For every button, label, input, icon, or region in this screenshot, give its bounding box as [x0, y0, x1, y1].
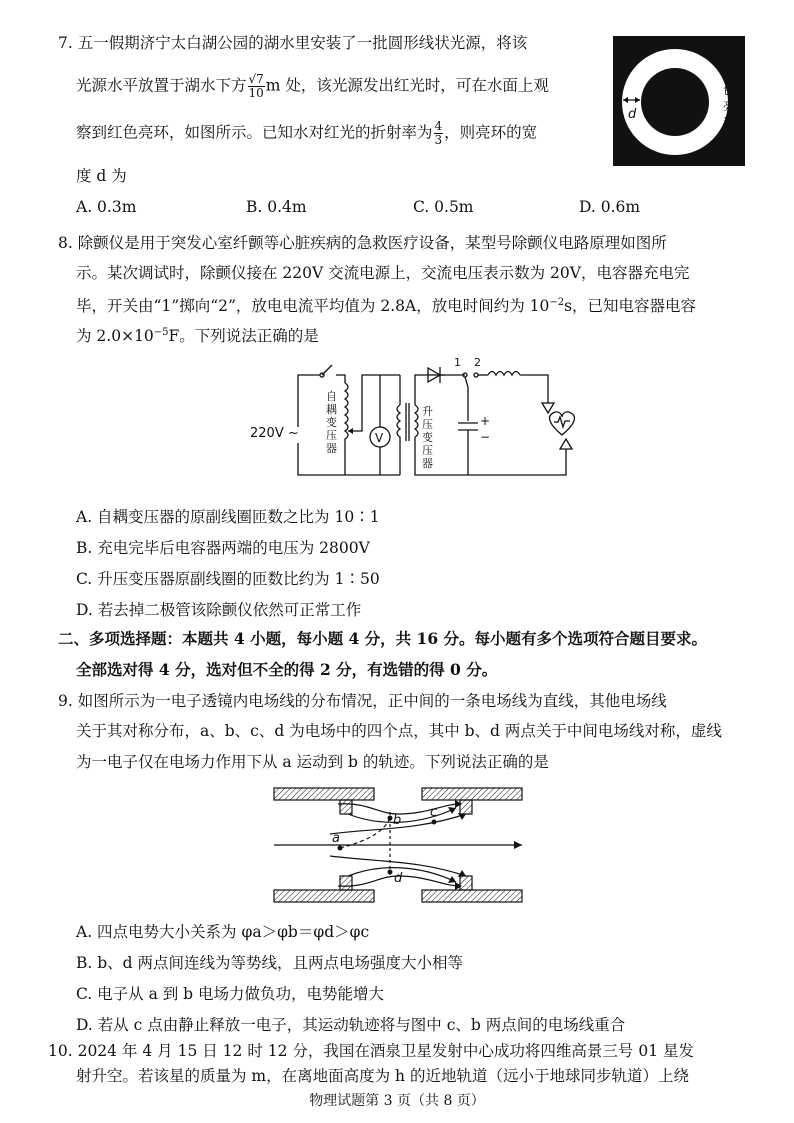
q8-input-switch-blade	[322, 365, 332, 375]
svg-text:压: 压	[422, 444, 433, 457]
q8-option-c: C. 升压变压器原副线圈的匝数比约为 1∶50	[76, 570, 380, 588]
q9-line3: 为一电子仅在电场力作用下从 a 运动到 b 的轨迹。下列说法正确的是	[76, 753, 549, 771]
q8-secondary-wire-top	[353, 375, 400, 431]
q9-point-d	[388, 870, 393, 875]
q8-line4-sup: −5	[153, 327, 169, 338]
page-footer: 物理试题第 3 页（共 8 页）	[309, 1093, 485, 1109]
q9-label-a: a	[332, 831, 340, 846]
svg-text:器: 器	[326, 442, 337, 455]
q8-input-wire	[336, 375, 345, 383]
svg-text:升: 升	[422, 405, 433, 418]
q8-line2: 示。某次调试时，除颤仪接在 220V 交流电源上，交流电压表示数为 20V，电容器充电完	[76, 264, 690, 282]
q8-switch-contact-2	[474, 373, 478, 377]
q9-electrode-bottom-left	[274, 890, 374, 902]
q7-option-c: C. 0.5m	[413, 198, 474, 216]
q7-ring-label-2: 色	[723, 83, 736, 97]
q7-line3a: 察到红色亮环，如图所示。已知水对红光的折射率为	[76, 123, 433, 142]
q8-return-wire	[468, 449, 566, 475]
q9-option-c: C. 电子从 a 到 b 电场力做负功，电势能增大	[76, 985, 385, 1003]
svg-text:变: 变	[422, 431, 433, 444]
q7-ring-label-3: 亮	[723, 99, 736, 113]
q8-source-wire-bottom	[298, 443, 345, 475]
q7-depth-num: √7	[248, 72, 264, 86]
q7-d-label: d	[628, 107, 637, 122]
q7-n-den: 3	[434, 133, 443, 147]
section2-title: 二、多项选择题：本题共 4 小题，每小题 4 分，共 16 分。每小题有多个选项符合题目要求。	[58, 629, 708, 648]
q7-line2a: 光源水平放置于湖水下方	[76, 76, 247, 95]
q7-ring-label-4: 环	[723, 115, 736, 129]
q10-line1: 10. 2024 年 4 月 15 日 12 时 12 分，我国在酒泉卫星发射中心成功将四维高景三号 01 星发	[48, 1042, 694, 1060]
q8-line3-sup: −2	[549, 297, 565, 308]
q8-auto-transformer-label	[326, 390, 337, 455]
q9-point-a	[338, 846, 343, 851]
q8-auto-transformer-coil	[345, 383, 348, 475]
q8-switch-label-1: 1	[454, 356, 461, 369]
q7-line1: 7. 五一假期济宁太白湖公园的湖水里安装了一批圆形线状光源，将该	[58, 34, 528, 52]
q7-line3	[76, 120, 537, 147]
q8-auto-tap-arrow	[348, 428, 353, 434]
q7-ring-label-1: 红	[723, 67, 736, 81]
svg-text:自: 自	[326, 390, 337, 403]
q8-capacitor-plus: +	[480, 414, 491, 428]
q7-option-a: A. 0.3m	[76, 198, 137, 216]
q7-line4: 度 d 为	[76, 167, 127, 185]
q7-depth-fraction	[248, 73, 265, 100]
q9-line1: 9. 如图所示为一电子透镜内电场线的分布情况，正中间的一条电场线为直线，其他电场线	[58, 692, 667, 710]
svg-text:器: 器	[422, 457, 433, 470]
q8-stepup-secondary-coil	[415, 405, 418, 437]
q8-line4b: F。下列说法正确的是	[168, 327, 319, 346]
q8-line4	[76, 322, 319, 347]
q8-stepup-transformer-label	[422, 404, 433, 470]
q9-point-c	[432, 820, 437, 825]
q8-line4a: 为 2.0×10	[76, 327, 154, 346]
svg-text:压: 压	[326, 429, 337, 442]
q7-option-d: D. 0.6m	[579, 198, 641, 216]
q7-line2b: m 处，该光源发出红光时，可在水面上观	[265, 76, 549, 95]
q8-switch-label-2: 2	[474, 356, 481, 369]
q8-voltmeter-label: V	[375, 431, 384, 445]
q8-line3	[76, 292, 696, 317]
q7-n-fraction	[434, 120, 444, 147]
q9-option-b: B. b、d 两点间连线为等势线，且两点电场强度大小相等	[76, 954, 464, 972]
q8-inductor	[488, 372, 520, 376]
q7-dark-center	[641, 68, 709, 136]
q9-electrode-bottom-right	[422, 890, 522, 902]
q9-label-c: c	[430, 805, 438, 820]
q8-capacitor-minus: −	[480, 430, 491, 444]
q9-line2: 关于其对称分布，a、b、c、d 为电场中的四个点，其中 b、d 两点关于中间电场线对称，虚线	[76, 722, 722, 740]
q7-depth-den: 10	[248, 86, 264, 100]
q9-electrode-top-left	[274, 788, 374, 800]
q8-option-b: B. 充电完毕后电容器两端的电压为 2800V	[76, 539, 370, 557]
q8-electrode-bottom	[560, 439, 572, 449]
q7-option-b: B. 0.4m	[246, 198, 307, 216]
q8-line1: 8. 除颤仪是用于突发心室纤颤等心脏疾病的急救医疗设备，某型号除颤仪电路原理如图所	[58, 234, 667, 252]
q9-electrode-top-left-tab	[340, 800, 352, 814]
q8-stepup-primary-coil	[397, 405, 400, 475]
q8-source-wire-top	[298, 375, 320, 427]
q9-point-b	[388, 816, 393, 821]
q8-option-d: D. 若去掉二极管该除颤仪依然可正常工作	[76, 601, 362, 619]
q9-field-line-upper-2	[348, 808, 456, 822]
q8-option-a: A. 自耦变压器的原副线圈匝数之比为 10∶1	[76, 508, 380, 526]
q7-n-num: 4	[434, 119, 443, 133]
q8-inductor-wire-right	[520, 375, 548, 403]
section2-instruction: 全部选对得 4 分，选对但不全的得 2 分，有选错的得 0 分。	[76, 660, 498, 679]
q7-line3b: ，则亮环的宽	[444, 123, 538, 142]
q8-electrode-top	[542, 403, 554, 413]
q9-electron-lens-figure	[268, 782, 528, 908]
q9-option-a: A. 四点电势大小关系为 φa＞φb＝φd＞φc	[76, 923, 370, 941]
q9-option-d: D. 若从 c 点由静止释放一电子，其运动轨迹将与图中 c、b 两点间的电场线重合	[76, 1016, 626, 1034]
q9-electrode-top-right	[422, 788, 522, 800]
q8-line3a: 毕，开关由“1”掷向“2”，放电电流平均值为 2.8A，放电时间约为 10	[76, 297, 550, 316]
q7-ring-figure	[613, 36, 745, 166]
q9-label-d: d	[394, 871, 403, 886]
q7-line2	[76, 73, 549, 100]
svg-text:压: 压	[422, 418, 433, 431]
q9-center-arrowhead	[514, 841, 522, 849]
q9-electrode-bottom-left-tab	[340, 876, 352, 890]
q8-source-label: 220V ~	[250, 426, 299, 441]
svg-text:耦: 耦	[326, 403, 337, 416]
q9-label-b: b	[393, 813, 402, 828]
svg-text:变: 变	[326, 416, 337, 429]
q9-electrode-bottom-right-tab	[460, 876, 472, 890]
q8-line3b: s，已知电容器电容	[564, 297, 697, 316]
q8-circuit-figure	[250, 355, 590, 495]
q9-electrode-top-right-tab	[460, 800, 472, 814]
q10-line2: 射升空。若该星的质量为 m，在离地面高度为 h 的近地轨道（远小于地球同步轨道）上绕	[76, 1067, 689, 1085]
q8-switch-blade	[465, 377, 468, 387]
q8-heartbeat-trace	[554, 417, 570, 427]
